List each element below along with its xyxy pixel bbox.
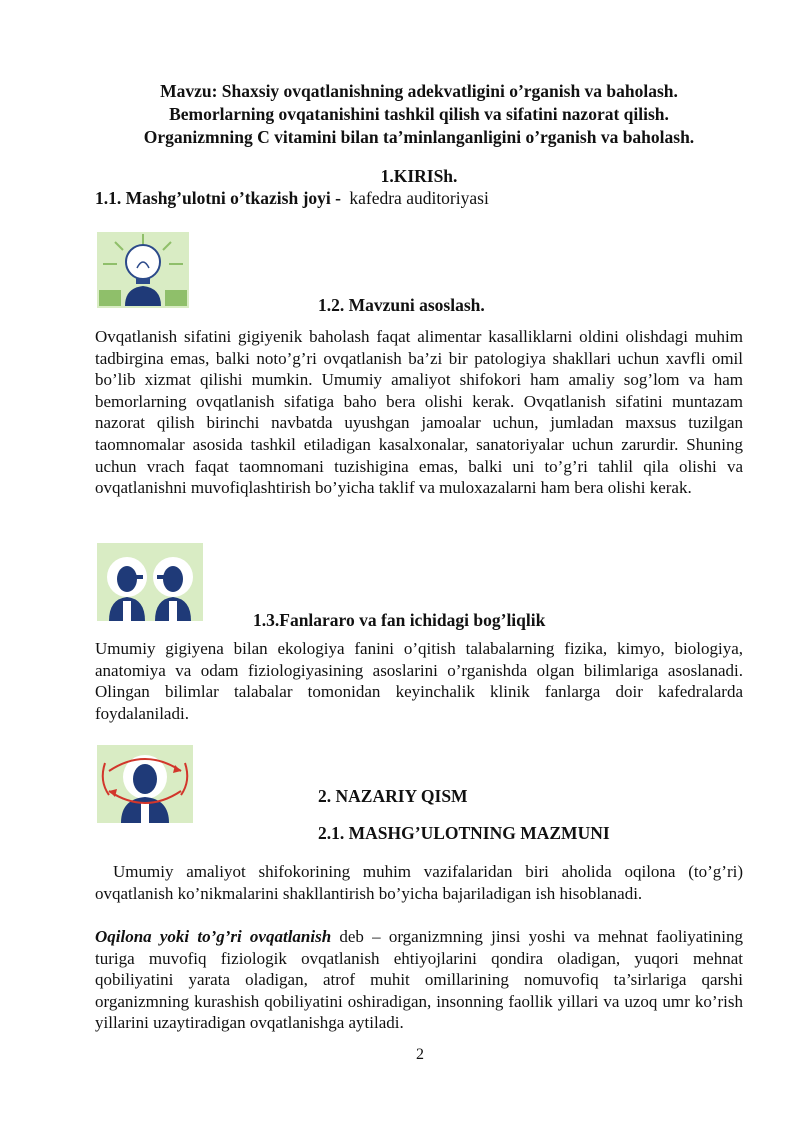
title-line-2: Bemorlarning ovqatanishini tashkil qilish va sifatini nazorat qilish. xyxy=(169,104,669,124)
title-line-1: Mavzu: Shaxsiy ovqatlanishning adekvatligini o’rganish va baholash. xyxy=(160,81,678,101)
section-1-3-heading: 1.3.Fanlararo va fan ichidagi bog’liqlik xyxy=(253,610,546,630)
section-2-heading: 2. NAZARIY QISM xyxy=(318,786,468,806)
intro-heading: 1.KIRISh. xyxy=(380,166,458,186)
two-heads-plug-icon xyxy=(95,541,205,628)
section-2-para-2 xyxy=(95,926,743,1034)
head-orbit-arrows-icon xyxy=(95,743,195,830)
document-title xyxy=(95,80,743,149)
section-1-2-heading: 1.2. Mavzuni asoslash. xyxy=(318,295,485,315)
place-value: kafedra auditoriyasi xyxy=(349,188,489,208)
lightbulb-head-icon xyxy=(95,230,191,315)
section-1-3-text: Umumiy gigiyena bilan ekologiya fanini o’qitish talabalarning fizika, kimyo, biologiya, anatomiya va odam fiziologiyasining asoslarini o’rganishda olgan bilimlariga asoslanadi. Olingan bilimlar talabalar tomonidan keyinchalik klinik fanlarga doir kafedralarda foydalaniladi. xyxy=(95,639,743,723)
section-2-para-1: Umumiy amaliyot shifokorining muhim vazifalaridan biri aholida oqilona (to’g’ri) ovqatlanish ko’nikmalarini shakllantirish bo’yicha bajariladigan ish hisoblanadi. xyxy=(95,862,743,903)
place-label: 1.1. Mashg’ulotni o’tkazish joyi - xyxy=(95,188,341,208)
title-line-3: Organizmning C vitamini bilan ta’minlanganligini o’rganish va baholash. xyxy=(143,127,695,147)
section-1-2-text: Ovqatlanish sifatini gigiyenik baholash faqat alimentar kasalliklarni oldini olishdagi muhim tadbirgina emas, balki noto’g’ri ovqatlanish ba’zi bir patologiya shakllari uchun xavfli omil bo’lib xizmat qilishi mumkin. Umumiy amaliyot shifokori ham amaliy sog’lom va ham bemorlarning ovqatlanish sifatiga baho bera olishi kerak. Ovqatlanish sifatini muntazam nazorat qilish birinchi navbatda uyushgan jamoalar uchun, jumladan maxsus tuzilgan taomnomalar asosida tashkil etiladigan kasalxonalar, sanatoriyalar uchun zarurdir. Shuning uchun vrach faqat taomnomani tuzishigina emas, balki uni to’g’ri tahlil qila olishi va ovqatlanishni muvofiqlashtirish bo’yicha taklif va muloxazalarni ham bera olishi kerak. xyxy=(95,327,743,498)
section-2-1-subheading: 2.1. MASHG’ULOTNING MAZMUNI xyxy=(318,823,610,843)
definition-text: deb – organizmning jinsi yoshi va mehnat faoliyatining turiga muvofiq fiziologik ovqatlanish ehtiyojlarini qondira oladigan, yuqori mehnat qobiliyatini yarata oladigan, atrof muhit omillarining nomuvofiq ta’sirlariga qarshi organizmning kurashish qobiliyatini oshiradigan, insonning faollik yillari va uzoq umr ko’rish yillarini uzaytiradigan ovqatlanishga aytiladi. xyxy=(95,927,743,1033)
defined-term: Oqilona yoki to’g’ri ovqatlanish xyxy=(95,927,332,946)
place-line xyxy=(95,188,489,209)
page-number: 2 xyxy=(416,1046,424,1063)
